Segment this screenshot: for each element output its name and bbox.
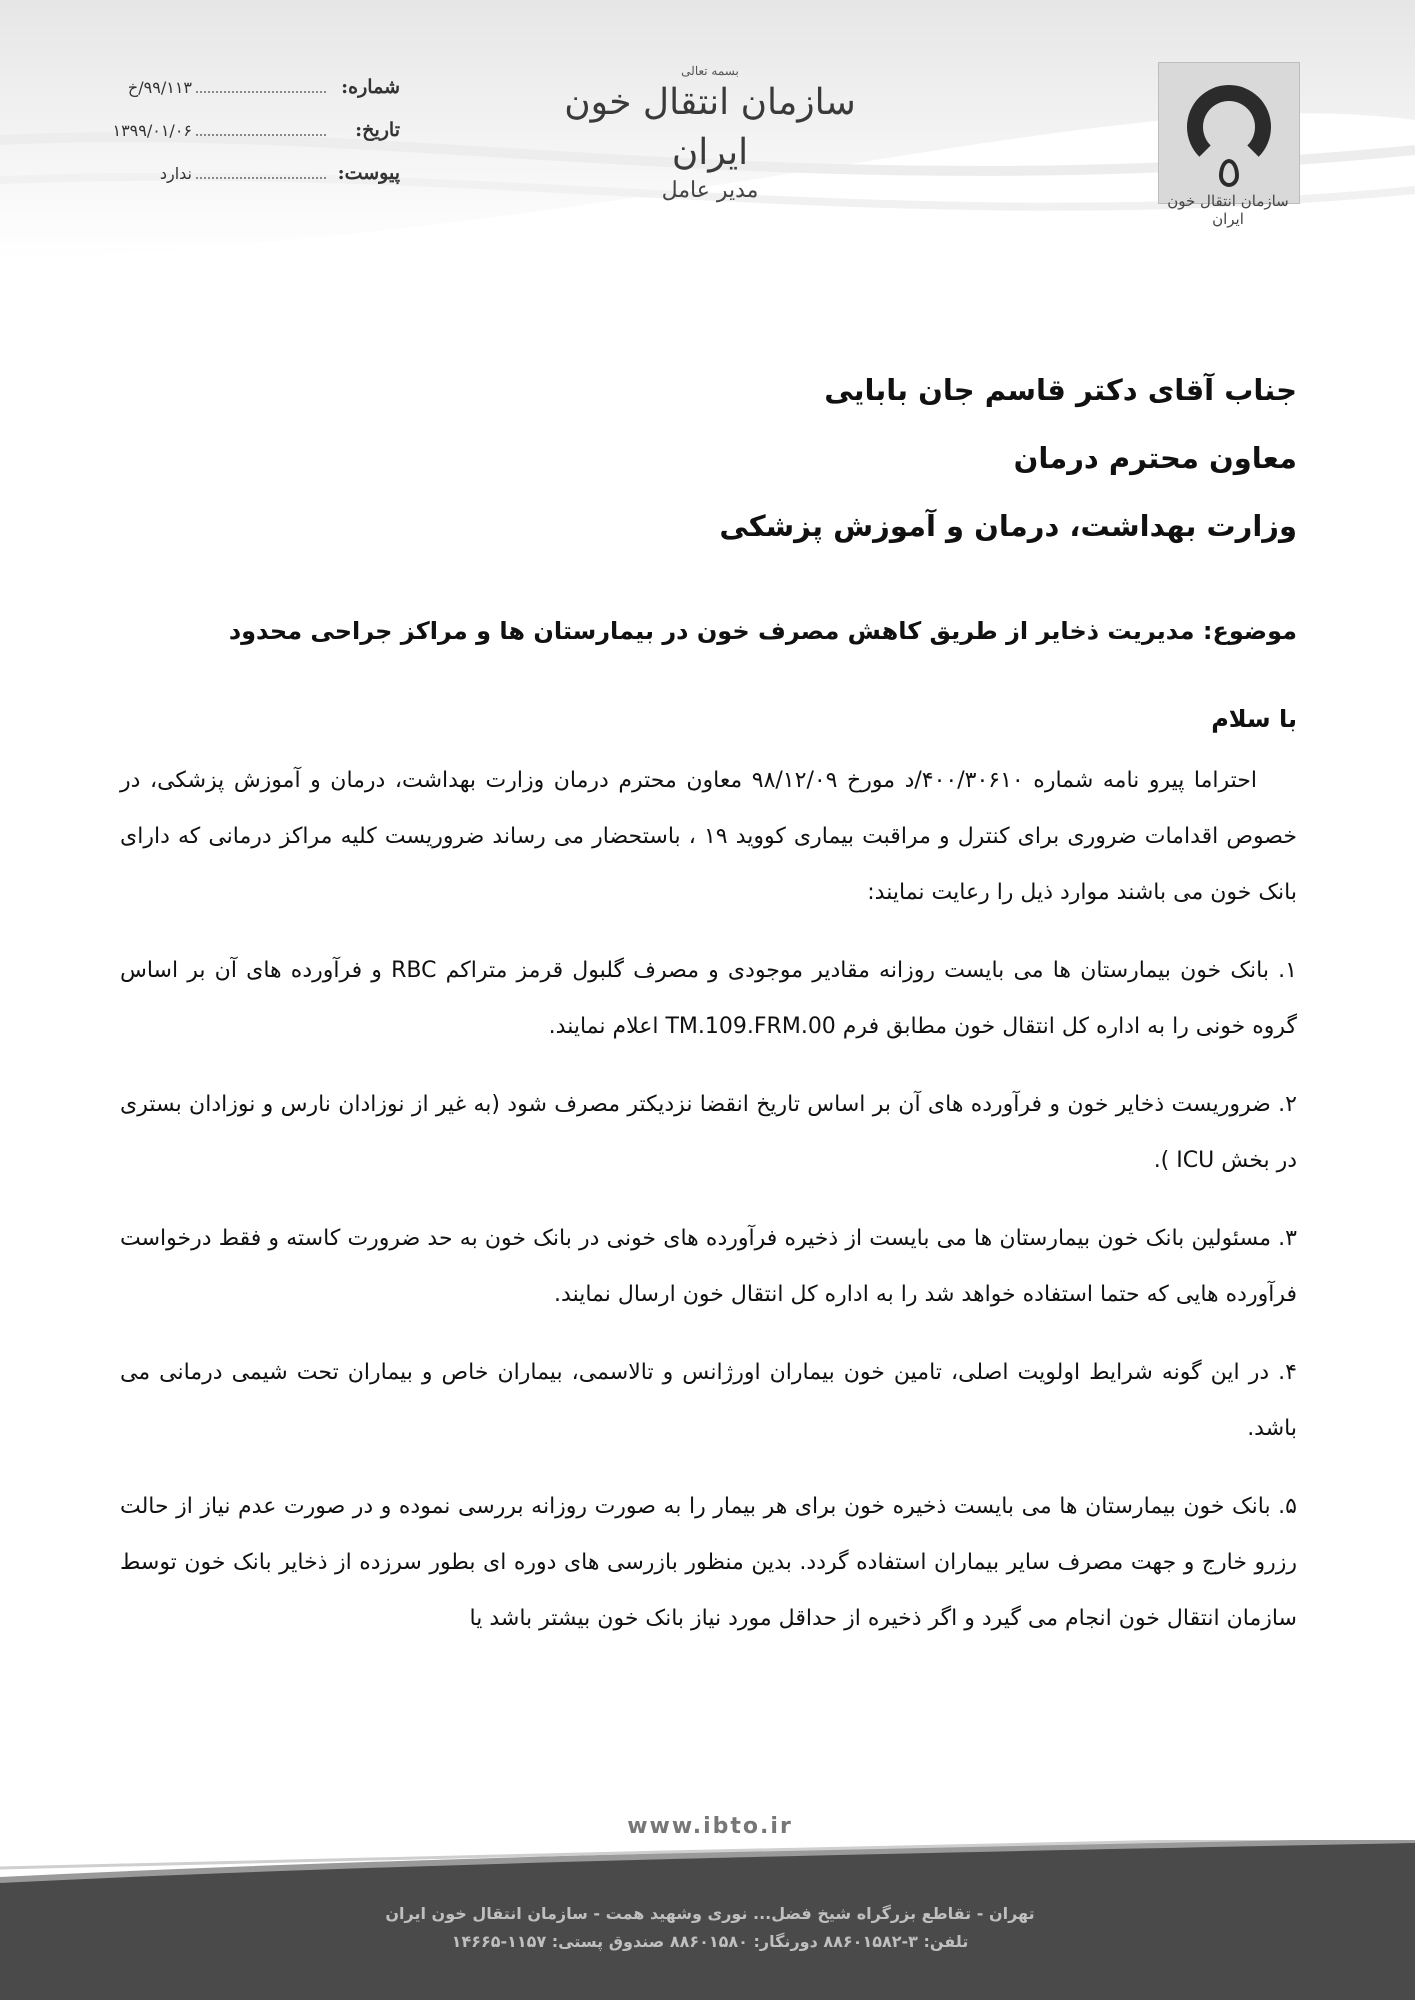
organization-logo	[1158, 62, 1300, 204]
logo-ring-icon	[1187, 85, 1271, 169]
dotted-line	[196, 163, 326, 179]
footer-website: www.ibto.ir	[627, 1814, 793, 1839]
meta-value: ۹۹/۱۱۳/خ	[127, 78, 192, 97]
meta-label: شماره:	[341, 76, 400, 98]
meta-row-number	[70, 76, 400, 119]
dotted-line	[196, 77, 326, 93]
recipient-position: معاون محترم درمان	[1013, 441, 1297, 475]
organization-name: سازمان انتقال خون ایران	[564, 82, 856, 173]
letter-body	[120, 753, 1297, 1669]
dotted-line	[196, 120, 326, 136]
meta-value: ندارد	[159, 164, 192, 183]
greeting: با سلام	[1211, 705, 1297, 733]
list-item: ۳. مسئولین بانک خون بیمارستان ها می بایست از ذخیره فرآورده های خونی در بانک خون به حد ضرورت کاسته و فقط درخواست فرآورده هایی که حتما استفاده خواهد شد را به اداره کل انتقال خون ارسال نمایند.	[120, 1226, 1297, 1307]
footer-address: تهران - تقاطع بزرگراه شیخ فضل... نوری وشهید همت - سازمان انتقال خون ایران	[385, 1904, 1035, 1923]
meta-label: تاریخ:	[355, 119, 400, 141]
footer-contact	[340, 1900, 1080, 1956]
bismillah: بسمه تعالی	[681, 64, 739, 78]
meta-value: ۱۳۹۹/۰۱/۰۶	[112, 121, 192, 140]
meta-row-date	[70, 119, 400, 162]
meta-row-attachment	[70, 162, 400, 205]
organization-title: مدیر عامل	[661, 178, 759, 203]
recipient-ministry: وزارت بهداشت، درمان و آموزش پزشکی	[719, 509, 1297, 543]
intro-paragraph: احتراما پیرو نامه شماره ۴۰۰/۳۰۶۱۰/د مورخ ۹۸/۱۲/۰۹ معاون محترم درمان وزارت بهداشت، درمان و آموزش پزشکی، در خصوص اقدامات ضروری برای کنترل و مراقبت بیماری کووید ۱۹ ، باستحضار می رساند ضروریست کلیه مراکز درمانی که دارای بانک خون می باشند موارد ذیل را رعایت نمایند:	[120, 768, 1297, 905]
letter-subject: موضوع: مدیریت ذخایر از طریق کاهش مصرف خون در بیمارستان ها و مراکز جراحی محدود	[228, 617, 1297, 645]
meta-label: پیوست:	[337, 162, 400, 184]
blood-drop-icon	[1219, 159, 1239, 187]
recipient-block	[700, 356, 1297, 560]
footer-phone: تلفن: ۳-۸۸۶۰۱۵۸۲ دورنگار: ۸۸۶۰۱۵۸۰ صندوق پستی: ۱۱۵۷-۱۴۶۶۵	[451, 1932, 969, 1951]
letter-metadata	[70, 76, 400, 205]
list-item: ۵. بانک خون بیمارستان ها می بایست ذخیره خون برای هر بیمار را به صورت روزانه بررسی نموده و در صورت عدم نیاز از حالت رزرو خارج و جهت مصرف سایر بیماران استفاده گردد. بدین منظور بازرسی های دوره ای بطور سرزده از ذخایر بانک خون توسط سازمان انتقال خون انجام می گیرد و اگر ذخیره از حداقل مورد نیاز بانک خون بیشتر باشد یا	[120, 1494, 1297, 1631]
list-item: ۲. ضروریست ذخایر خون و فرآورده های آن بر اساس تاریخ انقضا نزدیکتر مصرف شود (به غیر از نوزادان نارس و نوزادان بستری در بخش ICU ).	[120, 1092, 1297, 1173]
list-item: ۴. در این گونه شرایط اولویت اصلی، تامین خون بیماران اورژانس و تالاسمی، بیماران خاص و بیماران تحت شیمی درمانی می باشد.	[120, 1360, 1297, 1441]
logo-caption: سازمان انتقال خون ایران	[1167, 192, 1289, 228]
recipient-name: جناب آقای دکتر قاسم جان بابایی	[824, 373, 1297, 407]
letterhead	[540, 64, 880, 203]
list-item: ۱. بانک خون بیمارستان ها می بایست روزانه مقادیر موجودی و مصرف گلبول قرمز متراکم RBC و فرآورده های آن بر اساس گروه خونی را به اداره کل انتقال خون مطابق فرم 00.TM.109.FRM اعلام نمایند.	[120, 958, 1297, 1039]
